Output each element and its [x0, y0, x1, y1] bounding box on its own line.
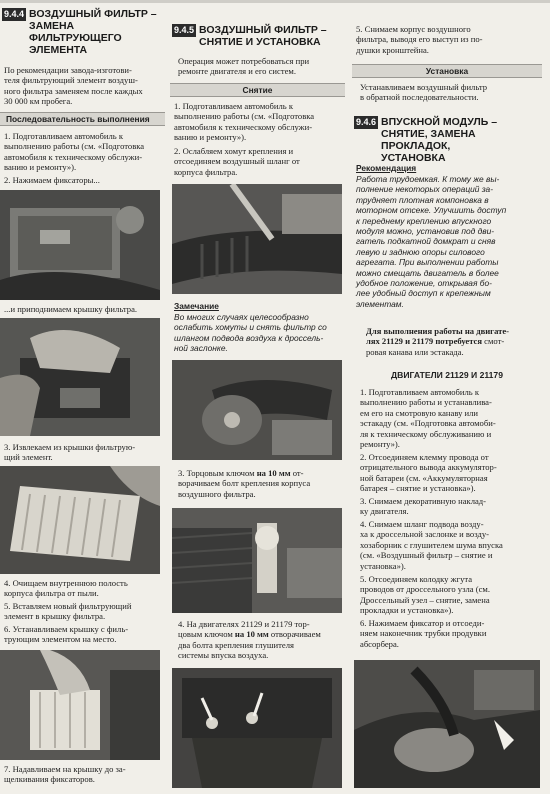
- photo-filter-latches: [0, 190, 160, 300]
- intro-paragraph: По рекомендации завода-изготови- теля фильтрующий элемент воздуш- ного фильтра заменяем после каждых 30 000 км пробега.: [4, 65, 143, 107]
- section-number: 9.4.6: [356, 117, 377, 127]
- requirements-text: Для выполнения работы на двигате- лях 21129 и 21179 потребуется смот- ровая канава или эстакада.: [366, 326, 510, 357]
- section-number: 9.4.4: [4, 9, 25, 19]
- photo-air-hose-clamp: [172, 184, 342, 294]
- engine-step-6: 6. Нажимаем фиксатор и отсоеди- няем наконечник трубки продувки абсорбера.: [360, 618, 487, 649]
- photo-lift-cover: [0, 318, 160, 436]
- step-1: 1. Подготавливаем автомобиль к выполнению работы (см. «Подготовка автомобиля к техническому обслужи- ванию и ремонту»).: [4, 131, 145, 173]
- recommendation-label: Рекомендация: [356, 163, 417, 173]
- engine-step-1: 1. Подготавливаем автомобиль к выполнению работы и устанавлива- ем его на смотровую канаву или эстакаду (см. «Подготовка автомоби- ля к техническому обслуживанию и ремонту»).: [360, 387, 496, 450]
- installation-header: Установка: [352, 64, 542, 78]
- engine-step-3: 3. Снимаем декоративную наклад- ку двигателя.: [360, 496, 487, 517]
- section-title: ВОЗДУШНЫЙ ФИЛЬТР – СНЯТИЕ И УСТАНОВКА: [199, 24, 327, 48]
- section-title: ВОЗДУШНЫЙ ФИЛЬТР – ЗАМЕНА ФИЛЬТРУЮЩЕГО ЭЛЕМЕНТА: [29, 8, 157, 56]
- section-title: ВПУСКНОЙ МОДУЛЬ – СНЯТИЕ, ЗАМЕНА ПРОКЛАДОК, УСТАНОВКА: [381, 116, 498, 164]
- step-2b: ...и приподнимаем крышку фильтра.: [4, 304, 138, 314]
- removal-step-4: 4. На двигателях 21129 и 21179 тор- цовым ключом на 10 мм отворачиваем два болта крепления глушителя системы впуска воздуха.: [178, 619, 321, 661]
- section-heading-9-4-4: [2, 8, 167, 56]
- recommendation-text: Работа трудоемкая. К тому же вы- полнение некоторых операций за- трудняет плотная компоновка в моторном отсеке. Улучшить доступ к переднему креплению впускного модуля можно, установив под дви- гатель подкатной домкрат и сняв левую и заднюю опоры силового агрегата. При выполнении работы можно смещать двигатель в более удобное положение, открывая бо- лее удобный доступ к крепежным элементам.: [356, 174, 507, 309]
- sequence-header: Последовательность выполнения: [0, 112, 165, 126]
- step-4: 4. Очищаем внутреннюю полость корпуса фильтра от пыли.: [4, 578, 128, 599]
- photo-purge-tube-latch: [354, 660, 540, 788]
- removal-step-5: 5. Снимаем корпус воздушного фильтра, выводя его выступ из по- душки кронштейна.: [356, 24, 483, 55]
- removal-step-2: 2. Ослабляем хомут крепления и отсоединяем воздушный шланг от корпуса фильтра.: [174, 146, 300, 177]
- step-5: 5. Вставляем новый фильтрующий элемент в крышку фильтра.: [4, 601, 132, 622]
- step-2: 2. Нажимаем фиксаторы...: [4, 175, 100, 185]
- column-2: [170, 0, 345, 794]
- step-7: 7. Надавливаем на крышку до за- щелкивания фиксаторов.: [4, 764, 126, 785]
- engine-step-4: 4. Снимаем шланг подвода возду- ха к дроссельной заслонке и возду- хозаборник с глушителем шума впуска (см. «Воздушный фильтр – снятие и установка»).: [360, 519, 503, 571]
- photo-filter-bolt: [172, 508, 342, 613]
- engines-heading: ДВИГАТЕЛИ 21129 И 21179: [391, 370, 503, 380]
- removal-header: Снятие: [170, 83, 345, 97]
- removal-step-1: 1. Подготавливаем автомобиль к выполнению работы (см. «Подготовка автомобиля к техническому обслужи- ванию и ремонту»).: [174, 101, 315, 143]
- step-6: 6. Устанавливаем крышку с филь- трующим элементом на место.: [4, 624, 129, 645]
- photo-silencer-bolts: [172, 668, 342, 788]
- column-1: [0, 0, 167, 794]
- removal-step-3: 3. Торцовым ключом на 10 мм от- ворачиваем болт крепления корпуса воздушного фильтра.: [178, 468, 311, 499]
- column-3: [352, 0, 542, 794]
- photo-install-cover: [0, 650, 160, 760]
- engine-step-2: 2. Отсоединяем клемму провода от отрицательного вывода аккумулятор- ной батареи (см. «Аккумуляторная батарея – снятие и установка»).: [360, 452, 497, 494]
- operation-note: Операция может потребоваться при ремонте двигателя и его систем.: [178, 56, 310, 77]
- section-heading-9-4-5: [172, 24, 347, 48]
- step-3: 3. Извлекаем из крышки фильтрую- щий элемент.: [4, 442, 136, 463]
- note-text: Во многих случаях целесообразно ослабить хомуты и снять фильтр со шлангом подвода воздуха к дроссель- ной заслонке.: [174, 312, 327, 354]
- section-number: 9.4.5: [174, 25, 195, 35]
- engine-step-5: 5. Отсоединяем колодку жгута проводов от дроссельного узла (см. Дроссельный узел – снятие, замена прокладки и установка»).: [360, 574, 490, 616]
- section-heading-9-4-6: [354, 116, 544, 164]
- photo-filter-element: [0, 466, 160, 574]
- note-label: Замечание: [174, 301, 219, 311]
- photo-filter-hose: [172, 360, 342, 460]
- installation-text: Устанавливаем воздушный фильтр в обратной последовательности.: [360, 82, 488, 103]
